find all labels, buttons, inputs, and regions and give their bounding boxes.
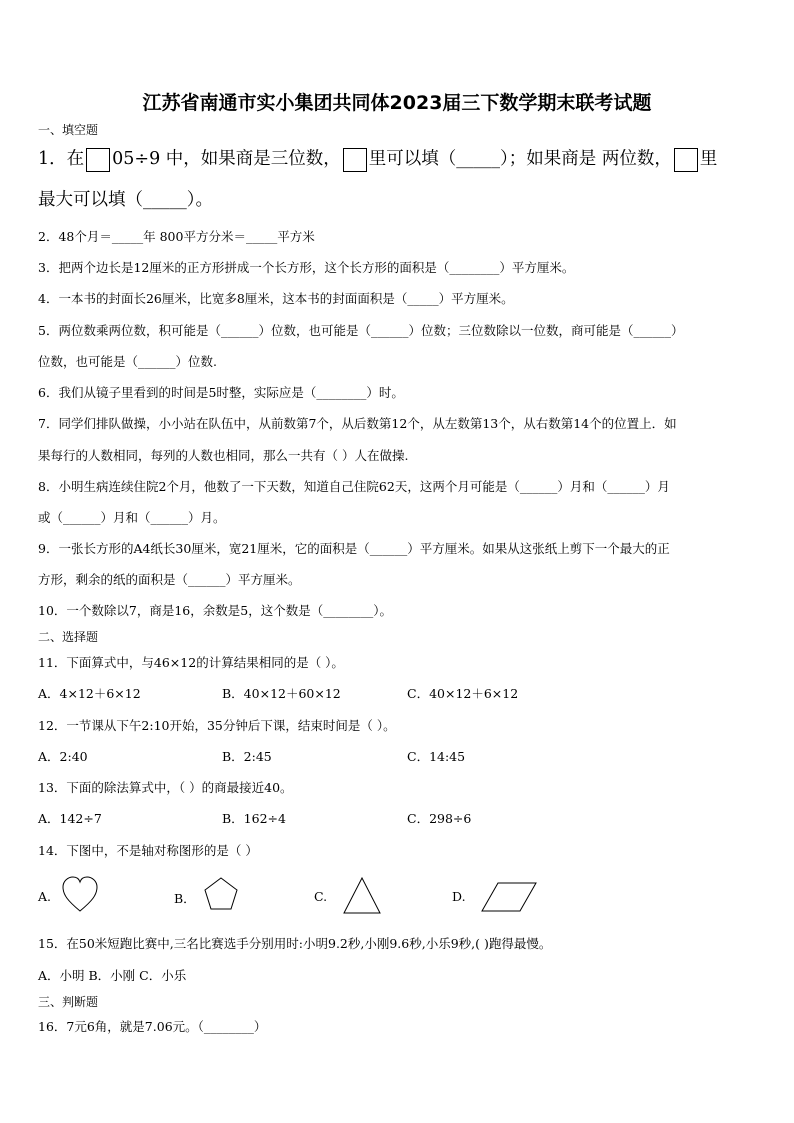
parallelogram-icon [480,875,538,915]
q14-option-b-label: B． [174,891,196,906]
heart-icon [60,875,100,915]
question-1-line-1 [38,147,717,172]
q14-option-b [174,875,254,919]
question-8-line-2: 或（______）月和（______）月。 [38,510,226,525]
q1-blank-box-2 [343,148,367,172]
q12-option-b: B．2:45 [222,749,272,764]
question-4: 4．一本书的封面长26厘米，比宽多8厘米，这本书的封面面积是（_____）平方厘米。 [38,291,514,306]
q14-option-c [314,875,394,919]
question-2: 2．48个月＝_____年 800平方分米＝_____平方米 [38,229,315,244]
q13-option-c: C．298÷6 [407,811,472,826]
triangle-icon [342,875,382,915]
q1-blank-box-1 [86,148,110,172]
q14-option-d-label: D. [452,889,466,904]
q1-part-d: 里 [699,149,718,169]
q11-option-c: C．40×12＋6×12 [407,686,519,701]
q14-option-c-label: C. [314,889,328,904]
page-title: 江苏省南通市实小集团共同体2023届三下数学期末联考试题 [142,92,652,114]
question-12-stem: 12．一节课从下午2:10开始，35分钟后下课，结束时间是（ ）。 [38,718,396,733]
question-16: 16．7元6角，就是7.06元。（________） [38,1019,267,1034]
q1-part-c: 里可以填（_____）；如果商是 两位数， [368,149,672,169]
question-14-stem: 14．下图中，不是轴对称图形的是（ ） [38,843,258,858]
q13-option-a: A．142÷7 [38,811,102,826]
question-10: 10．一个数除以7，商是16，余数是5，这个数是（________）。 [38,603,392,618]
section-multiple-choice: 二、选择题 [38,630,99,644]
q1-part-a: 1．在 [38,149,85,169]
q13-option-b: B．162÷4 [222,811,286,826]
q14-option-a [38,875,108,919]
q15-options: A．小明 B．小刚 C．小乐 [38,968,187,983]
question-13-stem: 13．下面的除法算式中，（ ）的商最接近40。 [38,780,293,795]
question-3: 3．把两个边长是12厘米的正方形拼成一个长方形，这个长方形的面积是（________）平方厘米。 [38,260,575,275]
q14-option-d [452,875,562,919]
q12-option-a: A．2:40 [38,749,88,764]
question-5-line-1: 5．两位数乘两位数，积可能是（______）位数，也可能是（______）位数；三位数除以一位数，商可能是（______） [38,323,684,338]
q14-option-a-label: A. [38,889,52,904]
question-8-line-1: 8．小明生病连续住院2个月，他数了一下天数，知道自己住院62天，这两个月可能是（______）月和（______）月 [38,479,670,494]
question-5-line-2: 位数，也可能是（______）位数. [38,354,217,369]
section-fill-blank: 一、填空题 [38,123,99,137]
question-15-stem: 15．在50米短跑比赛中,三名比赛选手分别用时:小明9.2秒,小刚9.6秒,小乐9秒,( )跑得最慢。 [38,936,552,951]
q1-blank-box-3 [674,148,698,172]
pentagon-icon [202,875,240,913]
question-9-line-1: 9．一张长方形的A4纸长30厘米，宽21厘米，它的面积是（______）平方厘米。如果从这张纸上剪下一个最大的正 [38,541,670,556]
question-1-line-2: 最大可以填（_____）。 [38,190,213,210]
question-6: 6．我们从镜子里看到的时间是5时整，实际应是（________）时。 [38,385,404,400]
question-7-line-2: 果每行的人数相同，每列的人数也相同，那么一共有（ ）人在做操. [38,448,409,463]
section-true-false: 三、判断题 [38,995,99,1009]
question-9-line-2: 方形，剩余的纸的面积是（______）平方厘米。 [38,572,301,587]
question-7-line-1: 7．同学们排队做操，小小站在队伍中，从前数第7个，从后数第12个，从左数第13个，从右数第14个的位置上．如 [38,416,677,431]
q11-option-b: B．40×12＋60×12 [222,686,341,701]
q1-part-b: 05÷9 中，如果商是三位数， [112,149,341,169]
q11-option-a: A．4×12＋6×12 [38,686,141,701]
q12-option-c: C．14:45 [407,749,466,764]
q14-options [38,875,738,919]
question-11-stem: 11．下面算式中，与46×12的计算结果相同的是（ ）。 [38,655,344,670]
